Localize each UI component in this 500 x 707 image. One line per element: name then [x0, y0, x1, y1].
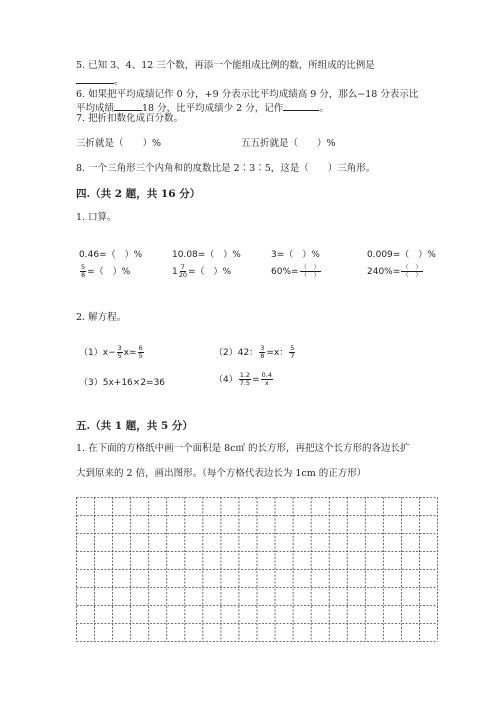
- q41-r1-c1: 0.46=（ ）%: [79, 250, 143, 260]
- fraction: $\frac{7}{20}$: [178, 263, 188, 279]
- q42-eq2: （2）42： $\frac{3}{8}$ =x： $\frac{5}{7}$: [214, 344, 295, 360]
- q7-title: 7. 把折扣数化成百分数。: [76, 113, 184, 124]
- fraction: $\frac{( )}{( )}$: [402, 263, 422, 279]
- q6-blank-2[interactable]: [283, 110, 319, 111]
- q7-part-b: 五五折就是（ ）%: [241, 138, 336, 149]
- q42-eq4: （4） $\frac{1.2}{7.5}$ = $\frac{0.4}{x}$: [214, 371, 272, 387]
- q41-r1-c2: 10.08=（ ）%: [172, 250, 241, 260]
- q6-line1: 6. 如果把平均成绩记作 0 分，+9 分表示比平均成绩高 9 分，那么−18 分表示比: [76, 89, 419, 100]
- section-4-title: 四.（共 2 题，共 16 分）: [76, 188, 201, 200]
- q41-r1-c4: 0.009=（ ）%: [367, 250, 436, 260]
- q41-r2-c2: 1 $\frac{7}{20}$ =（ ）%: [172, 263, 232, 279]
- graph-paper-grid[interactable]: [76, 497, 438, 642]
- q5-line2: 。: [76, 76, 124, 88]
- fraction: $\frac{( )}{( )}$: [300, 263, 321, 279]
- section-5-title: 五.（共 1 题，共 5 分）: [76, 420, 193, 432]
- fraction: $\frac{5}{8}$: [81, 263, 86, 279]
- q41-r2-c3: 60%= $\frac{( )}{( )}$: [271, 263, 321, 279]
- q41-r2-c4: 240%= $\frac{( )}{( )}$: [367, 263, 422, 279]
- q42-title: 2. 解方程。: [76, 312, 127, 323]
- q8-text: 8. 一个三角形三个内角和的度数比是 2∶3∶5，这是（ ）三角形。: [76, 163, 376, 174]
- q41-r2-c1: $\frac{5}{8}$ =（ ）%: [81, 263, 131, 279]
- q51-line2: 大到原来的 2 倍，画出图形。（每个方格代表边长为 1cm 的正方形）: [76, 468, 367, 479]
- q5-answer-blank[interactable]: [76, 83, 114, 84]
- q5-line1: 5. 已知 3、4、12 三个数，再添一个能组成比例的数，所组成的比例是: [76, 60, 375, 71]
- q41-r1-c3: 3=（ ）%: [271, 250, 320, 260]
- q41-title: 1. 口算。: [76, 212, 117, 223]
- q42-eq1: （1）x− $\frac{3}{5}$ x= $\frac{6}{5}$: [79, 344, 143, 360]
- q51-line1: 1. 在下面的方格纸中画一个面积是 8c㎡ 的长方形，再把这个长方形的各边长扩: [76, 443, 410, 454]
- q6-blank-1[interactable]: [114, 110, 142, 111]
- q42-eq3: （3）5x+16×2=36: [79, 378, 166, 388]
- q6-line2: 平均成绩 18 分，比平均成绩少 2 分，记作 。: [76, 103, 329, 114]
- q7-part-a: 三折就是（ ）%: [76, 138, 162, 149]
